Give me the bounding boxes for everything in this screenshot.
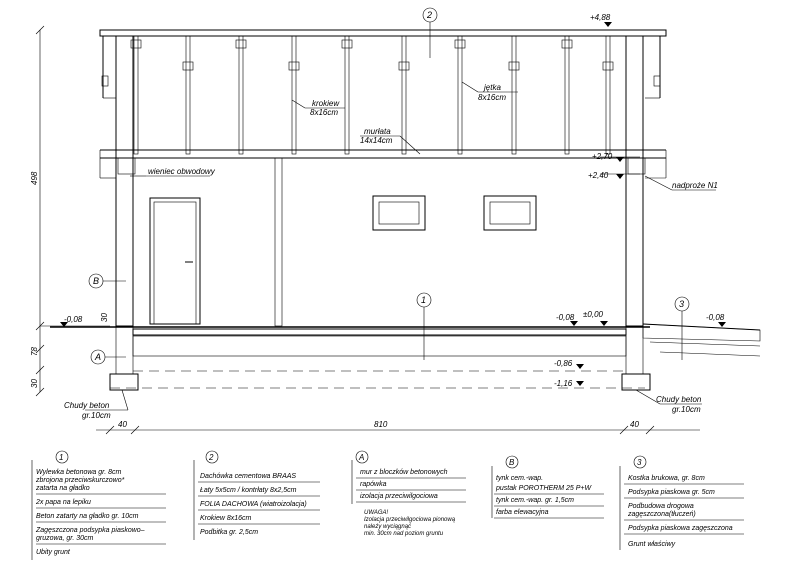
- legend-2: [194, 451, 320, 540]
- label-wieniec: wieniec obwodowy: [148, 167, 215, 176]
- elevation-footing: -1,16: [554, 379, 573, 388]
- elevation-foundation: -0,86: [554, 359, 573, 368]
- dim-vertical-total: 498: [30, 171, 39, 185]
- legend-3-item-2: Podsypka piaskowa gr. 5cm: [628, 489, 715, 496]
- rafter-blocks: [102, 40, 660, 86]
- legend-a-note-2: Izolacja przeciwilgociowa pionową: [364, 517, 456, 523]
- legend-2-item-5: Podbitka gr. 2,5cm: [200, 529, 259, 536]
- legend-a-item-1: mur z bloczków betonowych: [360, 469, 448, 476]
- label-jetka-line2: 8x16cm: [478, 93, 507, 102]
- legend-1-item-2: zbrojona przeciwskurczowo*: [36, 477, 125, 484]
- window-right: [484, 196, 536, 230]
- elevation-ground-left: -0,08: [64, 315, 83, 324]
- legend-3: [620, 456, 744, 550]
- marker-roof-label: 2: [427, 10, 433, 20]
- legend-1-item-5: Beton zatarty na gładko gr. 10cm: [36, 513, 139, 520]
- legend-2-item-1: Dachówka cementowa BRAAS: [200, 473, 297, 480]
- legend-3-item-1: Kostka brukowa, gr. 8cm: [628, 475, 705, 482]
- legend-1-item-1: Wylewka betonowa gr. 8cm: [36, 469, 122, 476]
- elevation-lintel: +2,40: [588, 171, 609, 180]
- legend-2-marker: 2: [209, 453, 214, 462]
- dim-horizontal-middle: 810: [374, 420, 388, 429]
- paving: [643, 324, 760, 356]
- legend-1: [32, 451, 166, 560]
- marker-insulation-label: A: [95, 352, 102, 362]
- label-nadproze: nadproże N1: [672, 181, 718, 190]
- legend-1-item-7: gruzowa, gr. 30cm: [36, 535, 94, 542]
- dimension-lines: [36, 26, 700, 434]
- legend-3-item-5: Podsypka piaskowa zagęszczona: [628, 525, 733, 532]
- legend-b-item-4: farba elewacyjna: [496, 509, 549, 516]
- legend-1-item-6: Zagęszczona podsypka piaskowo–: [36, 527, 145, 534]
- label-murlata-line2: 14x14cm: [360, 136, 393, 145]
- marker-roof: [423, 8, 437, 58]
- elevation-floor-right: -0,08: [556, 313, 575, 322]
- legend-a-note-1: UWAGA!: [364, 510, 389, 516]
- label-chudy-left-line2: gr.10cm: [82, 411, 111, 420]
- elevation-top: +4,88: [590, 13, 611, 22]
- elevation-wreath-top: +2,70: [592, 152, 613, 161]
- dim-vertical-2: 78: [30, 347, 39, 356]
- legend-2-item-2: Łaty 5x5cm / kontrłaty 8x2,5cm: [200, 487, 297, 494]
- label-krokiew-line1: krokiew: [312, 99, 340, 108]
- legend-a-note-3: należy wyciągnąć: [364, 524, 412, 530]
- legend-a: [352, 451, 466, 537]
- roof-section: [100, 30, 666, 178]
- legend-1-item-3: zatarta na gładko: [36, 485, 90, 492]
- legend-a-note-4: min. 30cm nad poziom gruntu: [364, 531, 444, 537]
- callout-lines: [85, 82, 716, 410]
- legend-2-item-4: Krokiew 8x16cm: [200, 515, 252, 522]
- legend-b-item-2: pustak POROTHERM 25 P+W: [496, 485, 592, 492]
- dim-vertical-3: 30: [30, 379, 39, 388]
- marker-wall-label: B: [93, 276, 100, 286]
- legend-1-item-4: 2x papa na lepiku: [36, 499, 91, 506]
- dim-vertical-1: 30: [100, 313, 109, 322]
- legend-b: [492, 456, 604, 518]
- marker-insulation: [91, 350, 126, 364]
- label-chudy-right-line2: gr.10cm: [672, 405, 701, 414]
- dim-horizontal-left: 40: [118, 420, 127, 429]
- marker-paving: [675, 297, 689, 360]
- legend-b-item-3: tynk cem.-wap. gr. 1,5cm: [496, 497, 574, 504]
- walls: [116, 36, 643, 374]
- legend-3-item-4: zagęszczona(tłuczeń): [628, 511, 696, 518]
- label-chudy-left-line1: Chudy beton: [64, 401, 110, 410]
- legend-3-marker: 3: [637, 458, 642, 467]
- door: [150, 198, 200, 324]
- label-chudy-right-line1: Chudy beton: [656, 395, 702, 404]
- label-jetka-line1: jętka: [484, 83, 501, 92]
- dim-horizontal-right: 40: [630, 420, 639, 429]
- legend-2-item-3: FOLIA DACHOWA (wiatroizolacja): [200, 501, 307, 508]
- marker-floor-label: 1: [421, 295, 427, 305]
- legend-a-item-3: izolacja przeciwilgociowa: [360, 493, 438, 500]
- legend-a-marker: A: [359, 453, 365, 462]
- window-left: [373, 196, 425, 230]
- legend-a-item-2: rapówka: [360, 481, 387, 488]
- legend-b-marker: B: [509, 458, 515, 467]
- marker-wall: [89, 274, 126, 288]
- legend-1-marker: 1: [59, 453, 64, 462]
- legend-3-item-3: Podbudowa drogowa: [628, 503, 694, 510]
- marker-paving-label: 3: [679, 299, 685, 309]
- label-murlata-line1: murłata: [364, 127, 391, 136]
- legend-1-item-8: Ubity grunt: [36, 549, 70, 556]
- legend-b-item-1: tynk cem.-wap.: [496, 475, 544, 482]
- elevation-floor: ±0,00: [583, 310, 603, 319]
- legend-3-item-6: Grunt właściwy: [628, 541, 676, 548]
- elevation-ground-right: -0,08: [706, 313, 725, 322]
- label-krokiew-line2: 8x16cm: [310, 108, 339, 117]
